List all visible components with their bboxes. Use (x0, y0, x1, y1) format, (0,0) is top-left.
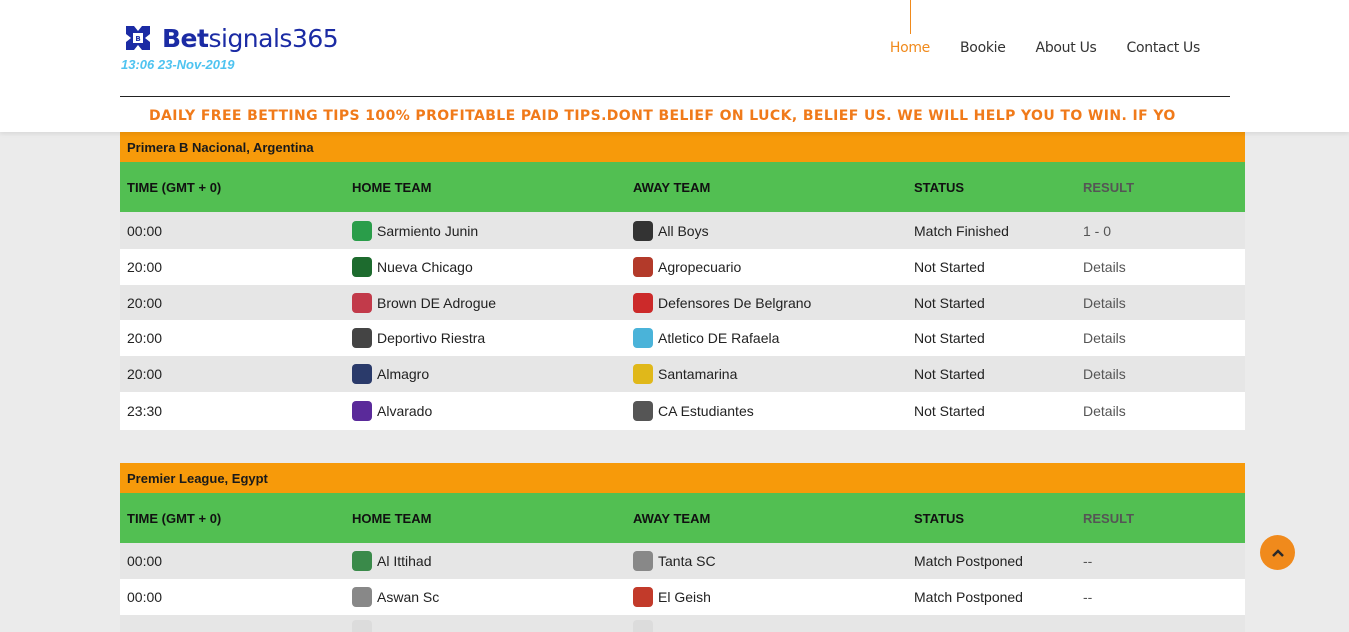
site-header (0, 0, 1349, 132)
match-time: 00:00 (127, 589, 163, 605)
home-team-name: Al Ittihad (377, 553, 432, 569)
scroll-to-top-button[interactable] (1260, 535, 1295, 570)
team-crest-icon (352, 587, 372, 607)
home-team (345, 401, 626, 421)
table-row (120, 285, 1245, 320)
away-team (626, 328, 907, 348)
league-table (120, 127, 1245, 460)
match-status: Not Started (914, 366, 985, 382)
news-ticker (120, 98, 1230, 132)
table-row (120, 212, 1245, 249)
table-row (120, 249, 1245, 285)
table-row (120, 320, 1245, 356)
match-result[interactable]: Details (1083, 366, 1126, 382)
team-crest-icon (352, 401, 372, 421)
team-crest-icon (352, 620, 372, 632)
svg-text:B: B (135, 35, 141, 43)
home-team (345, 551, 626, 571)
away-team (626, 257, 907, 277)
table-header (120, 493, 1245, 543)
logo-mark-icon (122, 22, 154, 54)
away-team (626, 551, 907, 571)
team-crest-icon (633, 551, 653, 571)
col-home-team: HOME TEAM (352, 510, 432, 526)
away-team-name: El Geish (658, 589, 711, 605)
team-crest-icon (633, 328, 653, 348)
brand-name: Betsignals365 (162, 23, 339, 53)
col-home-team: HOME TEAM (352, 179, 432, 195)
team-crest-icon (633, 364, 653, 384)
col-status: STATUS (914, 510, 965, 526)
match-result[interactable]: Details (1083, 403, 1126, 419)
match-time: 00:00 (127, 222, 163, 239)
nav-home[interactable]: Home (875, 0, 945, 96)
away-team-name: Tanta SC (658, 553, 716, 569)
header-divider (120, 96, 1230, 97)
match-status: Match Finished (914, 222, 1009, 239)
col-away-team: AWAY TEAM (633, 179, 711, 195)
home-team (345, 587, 626, 607)
away-team (626, 293, 907, 313)
match-time: 20:00 (127, 259, 163, 275)
away-team (626, 364, 907, 384)
match-result[interactable]: Details (1083, 294, 1126, 311)
home-team-name: Sarmiento Junin (377, 222, 479, 239)
nav-contact-us[interactable]: Contact Us (1126, 40, 1200, 56)
league-title: Premier League, Egypt (120, 463, 1245, 493)
match-time: 20:00 (127, 366, 163, 382)
home-team-name: Alvarado (377, 403, 433, 419)
table-row (120, 392, 1245, 430)
team-crest-icon (633, 620, 653, 632)
match-status: Match Postponed (914, 589, 1023, 605)
away-team-name: All Boys (658, 222, 709, 239)
brand-logo[interactable] (122, 22, 338, 54)
home-team (345, 293, 626, 313)
match-status: Not Started (914, 403, 985, 419)
home-team (345, 328, 626, 348)
col-status: STATUS (914, 179, 965, 195)
match-result[interactable]: Details (1083, 259, 1126, 275)
home-team-name: Brown DE Adrogue (377, 294, 497, 311)
team-crest-icon (352, 293, 372, 313)
match-time: 20:00 (127, 330, 163, 346)
ticker-text: DAILY FREE BETTING TIPS 100% PROFITABLE PAID TIPS.DONT BELIEF ON LUCK, BELIEF US. WE WILL HELP YOU TO WIN. IF YO (149, 108, 1176, 124)
chevron-up-icon (1271, 548, 1285, 558)
team-crest-icon (352, 551, 372, 571)
home-team (345, 620, 626, 632)
home-team (345, 221, 626, 241)
team-crest-icon (633, 293, 653, 313)
match-time: 20:00 (127, 294, 163, 311)
table-header (120, 162, 1245, 212)
team-crest-icon (352, 364, 372, 384)
col-time: TIME (GMT + 0) (127, 510, 222, 526)
home-team-name: Almagro (377, 366, 430, 382)
col-away-team: AWAY TEAM (633, 510, 711, 526)
current-datetime: 13:06 23-Nov-2019 (121, 57, 235, 72)
team-crest-icon (352, 221, 372, 241)
home-team (345, 257, 626, 277)
match-result: -- (1083, 553, 1093, 569)
away-team-name: Agropecuario (658, 259, 742, 275)
table-row (120, 579, 1245, 615)
col-time: TIME (GMT + 0) (127, 179, 222, 195)
home-team (345, 364, 626, 384)
league-title: Primera B Nacional, Argentina (120, 132, 1245, 162)
match-status: Match Postponed (914, 553, 1023, 569)
main-nav (875, 0, 1215, 96)
nav-bookie[interactable]: Bookie (960, 40, 1006, 56)
home-team-name: Nueva Chicago (377, 259, 473, 275)
team-crest-icon (633, 221, 653, 241)
team-crest-icon (633, 587, 653, 607)
match-time: 23:30 (127, 403, 163, 419)
table-row (120, 615, 1245, 632)
away-team-name: Defensores De Belgrano (658, 294, 812, 311)
match-status: Not Started (914, 259, 985, 275)
team-crest-icon (633, 401, 653, 421)
table-row (120, 356, 1245, 392)
col-result: RESULT (1083, 179, 1135, 195)
away-team-name: Santamarina (658, 366, 738, 382)
match-result: 1 - 0 (1083, 222, 1112, 239)
table-row (120, 543, 1245, 579)
nav-about-us[interactable]: About Us (1035, 40, 1097, 56)
home-team-name: Aswan Sc (377, 589, 440, 605)
away-team-name: CA Estudiantes (658, 403, 754, 419)
team-crest-icon (352, 257, 372, 277)
away-team (626, 620, 907, 632)
col-result: RESULT (1083, 510, 1135, 526)
team-crest-icon (352, 328, 372, 348)
away-team (626, 587, 907, 607)
match-time: 00:00 (127, 553, 163, 569)
match-status: Not Started (914, 294, 985, 311)
match-result: -- (1083, 589, 1093, 605)
team-crest-icon (633, 257, 653, 277)
away-team-name: Atletico DE Rafaela (658, 330, 780, 346)
match-result[interactable]: Details (1083, 330, 1126, 346)
match-status: Not Started (914, 330, 985, 346)
home-team-name: Deportivo Riestra (377, 330, 486, 346)
league-table (120, 463, 1245, 632)
away-team (626, 401, 907, 421)
away-team (626, 221, 907, 241)
